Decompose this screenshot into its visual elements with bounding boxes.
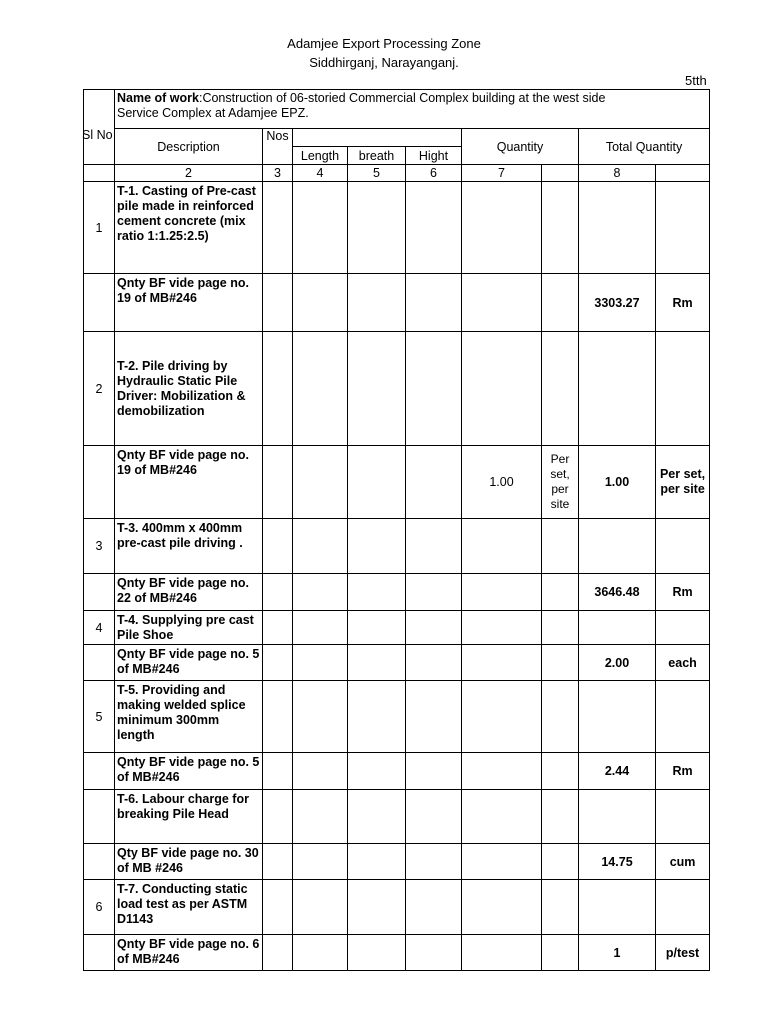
total-quantity-value: 1.00 [579,446,656,519]
total-quantity-unit: cum [656,844,710,880]
sl-no: 3 [84,519,115,574]
table-row [84,332,710,446]
hight-header: Hight [406,147,462,165]
total-quantity-unit: Per set, per site [656,446,710,519]
total-quantity-value: 1 [579,935,656,971]
page-number: 5tth [685,73,707,88]
quantity-value [462,753,542,790]
quantity-reference: Qnty BF vide page no. 5 of MB#246 [115,645,263,681]
table-row [84,182,710,274]
column-number-blank [542,165,579,182]
table-row [84,519,710,574]
quantity-unit [542,274,579,332]
table-row [84,880,710,935]
total-quantity-unit: Rm [656,753,710,790]
name-of-work-text-line2: Service Complex at Adamjee EPZ. [117,106,309,120]
quantity-reference: Qty BF vide page no. 30 of MB #246 [115,844,263,880]
sl-no: 1 [84,182,115,274]
description-header: Description [115,129,263,165]
table-row [84,611,710,645]
column-number: 5 [348,165,406,182]
table-row [84,790,710,844]
quantity-value [462,844,542,880]
total-quantity-value: 2.44 [579,753,656,790]
quantity-unit: Per set, per site [542,446,579,519]
quantity-unit [542,935,579,971]
quantity-value [462,274,542,332]
table-row [84,844,710,880]
quantity-unit [542,844,579,880]
quantity-value: 1.00 [462,446,542,519]
column-number-blank [84,165,115,182]
table-row [84,935,710,971]
total-quantity-value: 2.00 [579,645,656,681]
sl-no: 2 [84,332,115,446]
org-title: Adamjee Export Processing Zone [287,36,481,51]
column-number: 6 [406,165,462,182]
column-number: 2 [115,165,263,182]
table-row [84,574,710,611]
item-title: T-3. 400mm x 400mm pre-cast pile driving . [115,519,263,574]
sl-no [84,790,115,844]
total-quantity-unit: p/test [656,935,710,971]
nos-header: Nos [263,129,293,165]
location-subtitle: Siddhirganj, Narayanganj. [309,55,459,70]
item-title: T-5. Providing and making welded splice minimum 300mm length [115,681,263,753]
table-row [84,274,710,332]
sl-no: 6 [84,880,115,935]
quantity-unit [542,574,579,611]
column-number-blank [656,165,710,182]
sl-no-header-cell [84,90,115,165]
table-row [84,446,710,519]
name-of-work-text: :Construction of 06-storied Commercial Complex building at the west side [198,91,606,105]
column-number: 3 [263,165,293,182]
quantity-reference: Qnty BF vide page no. 19 of MB#246 [115,274,263,332]
total-quantity-value: 14.75 [579,844,656,880]
quantity-reference: Qnty BF vide page no. 6 of MB#246 [115,935,263,971]
table-row [84,681,710,753]
item-title: T-4. Supplying pre cast Pile Shoe [115,611,263,645]
table-row [84,645,710,681]
total-quantity-value: 3303.27 [579,274,656,332]
column-number: 7 [462,165,542,182]
quantity-header: Quantity [462,129,579,165]
measurement-table [83,89,710,971]
quantity-reference: Qnty BF vide page no. 5 of MB#246 [115,753,263,790]
quantity-value [462,935,542,971]
total-quantity-unit: Rm [656,574,710,611]
total-quantity-value: 3646.48 [579,574,656,611]
name-of-work-label: Name of work [117,91,199,105]
quantity-unit [542,645,579,681]
quantity-unit [542,753,579,790]
length-header: Length [293,147,348,165]
sl-no: 4 [84,611,115,645]
total-quantity-header: Total Quantity [579,129,710,165]
sl-no-header: Sl No [82,128,113,142]
item-title: T-1. Casting of Pre-cast pile made in reinforced cement concrete (mix ratio 1:1.25:2.5) [115,182,263,274]
total-quantity-unit: Rm [656,274,710,332]
column-number: 8 [579,165,656,182]
item-title: T-7. Conducting static load test as per ASTM D1143 [115,880,263,935]
breath-header: breath [348,147,406,165]
quantity-reference: Qnty BF vide page no. 22 of MB#246 [115,574,263,611]
quantity-reference: Qnty BF vide page no. 19 of MB#246 [115,446,263,519]
name-of-work [115,90,710,129]
item-title: T-6. Labour charge for breaking Pile Head [115,790,263,844]
sl-no: 5 [84,681,115,753]
dimension-header-blank [293,129,462,147]
quantity-value [462,645,542,681]
column-number: 4 [293,165,348,182]
total-quantity-unit: each [656,645,710,681]
quantity-value [462,574,542,611]
table-row [84,753,710,790]
item-title: T-2. Pile driving by Hydraulic Static Pile Driver: Mobilization & demobilization [115,332,263,446]
